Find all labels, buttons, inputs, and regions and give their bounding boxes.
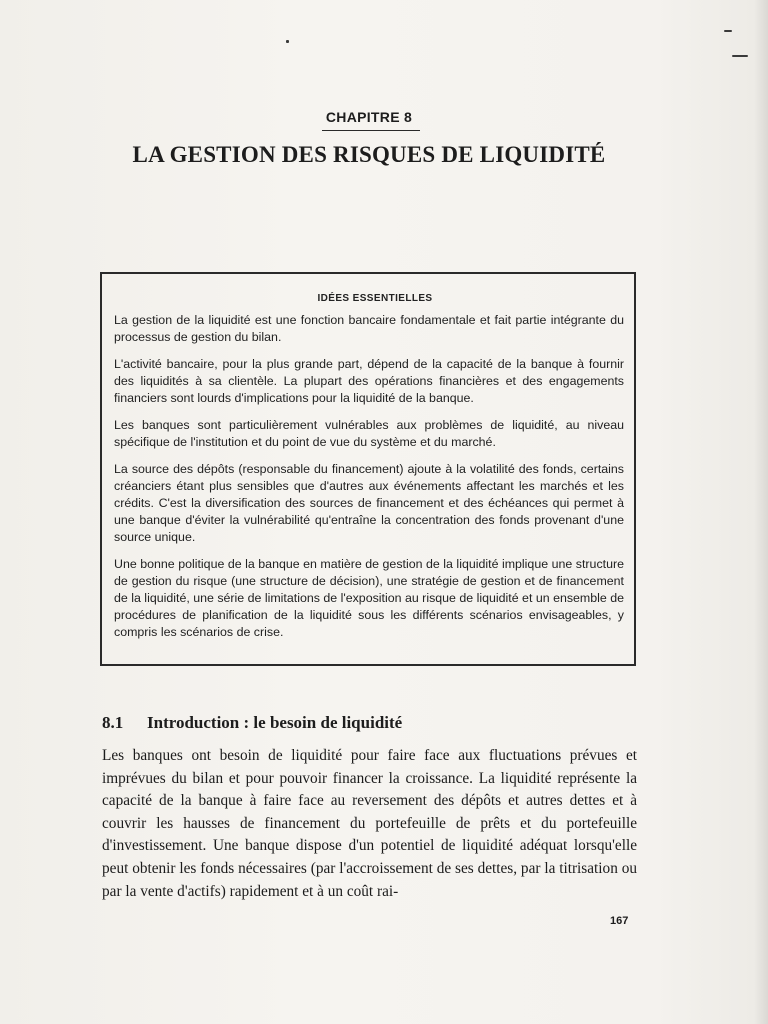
scan-speck — [732, 55, 748, 57]
key-idea-paragraph: La source des dépôts (responsable du financement) ajoute à la volatilité des fonds, certains créanciers étant plus sensibles que d'autres aux événements affectant les marchés et les crédits. C'est la diversification des sources de financement et des échéances qui permet à une banque d'éviter la vulnérabilité qu'entraîne la concentration des fonds provenant d'une source unique. — [114, 462, 624, 544]
section-title: Introduction : le besoin de liquidité — [147, 713, 403, 732]
key-idea-paragraph: L'activité bancaire, pour la plus grande part, dépend de la capacité de la banque à fournir des liquidités à sa clientèle. La plupart des opérations financières et des engagements financiers sont lourds d'implications pour la liquidité de la banque. — [114, 357, 624, 405]
scan-speck — [286, 40, 289, 43]
section-number: 8.1 — [102, 713, 124, 732]
page-number: 167 — [610, 915, 629, 927]
key-idea-paragraph: La gestion de la liquidité est une fonction bancaire fondamentale et fait partie intégrante du processus de gestion du bilan. — [114, 313, 624, 344]
key-ideas-content — [114, 290, 624, 651]
section-heading — [102, 713, 402, 733]
section-paragraph: Les banques ont besoin de liquidité pour faire face aux fluctuations prévues et imprévues du bilan et pour pouvoir financer la croissance. La liquidité représente la capacité de la banque à faire face au reversement des dépôts et autres dettes et à couvrir les hausses de financement du portefeuille de prêts et du portefeuille d'investissement. Une banque dispose d'un potentiel de liquidité adéquat lorsqu'elle peut obtenir les fonds nécessaires (par l'accroissement de ses dettes, par la titrisation ou par la vente d'actifs) rapidement et à un coût rai- — [102, 747, 637, 900]
page-edge-shadow — [754, 0, 768, 1024]
chapter-underline — [322, 130, 420, 131]
scan-speck — [724, 30, 732, 32]
key-ideas-heading: IDÉES ESSENTIELLES — [317, 293, 433, 304]
chapter-title: LA GESTION DES RISQUES DE LIQUIDITÉ — [132, 142, 606, 167]
chapter-label: CHAPITRE 8 — [325, 109, 413, 125]
key-ideas-box — [100, 272, 636, 666]
key-idea-paragraph: Une bonne politique de la banque en matière de gestion de la liquidité implique une structure de gestion du risque (une structure de décision), une stratégie de gestion et de financement de la liquidité, une série de limitations de l'exposition au risque de liquidité et un ensemble de procédures de planification de la liquidité sous les différents scénarios envisageables, y compris les scénarios de crise. — [114, 557, 625, 639]
key-idea-paragraph: Les banques sont particulièrement vulnérables aux problèmes de liquidité, au niveau spécifique de l'institution et du point de vue du système et du marché. — [114, 418, 624, 449]
